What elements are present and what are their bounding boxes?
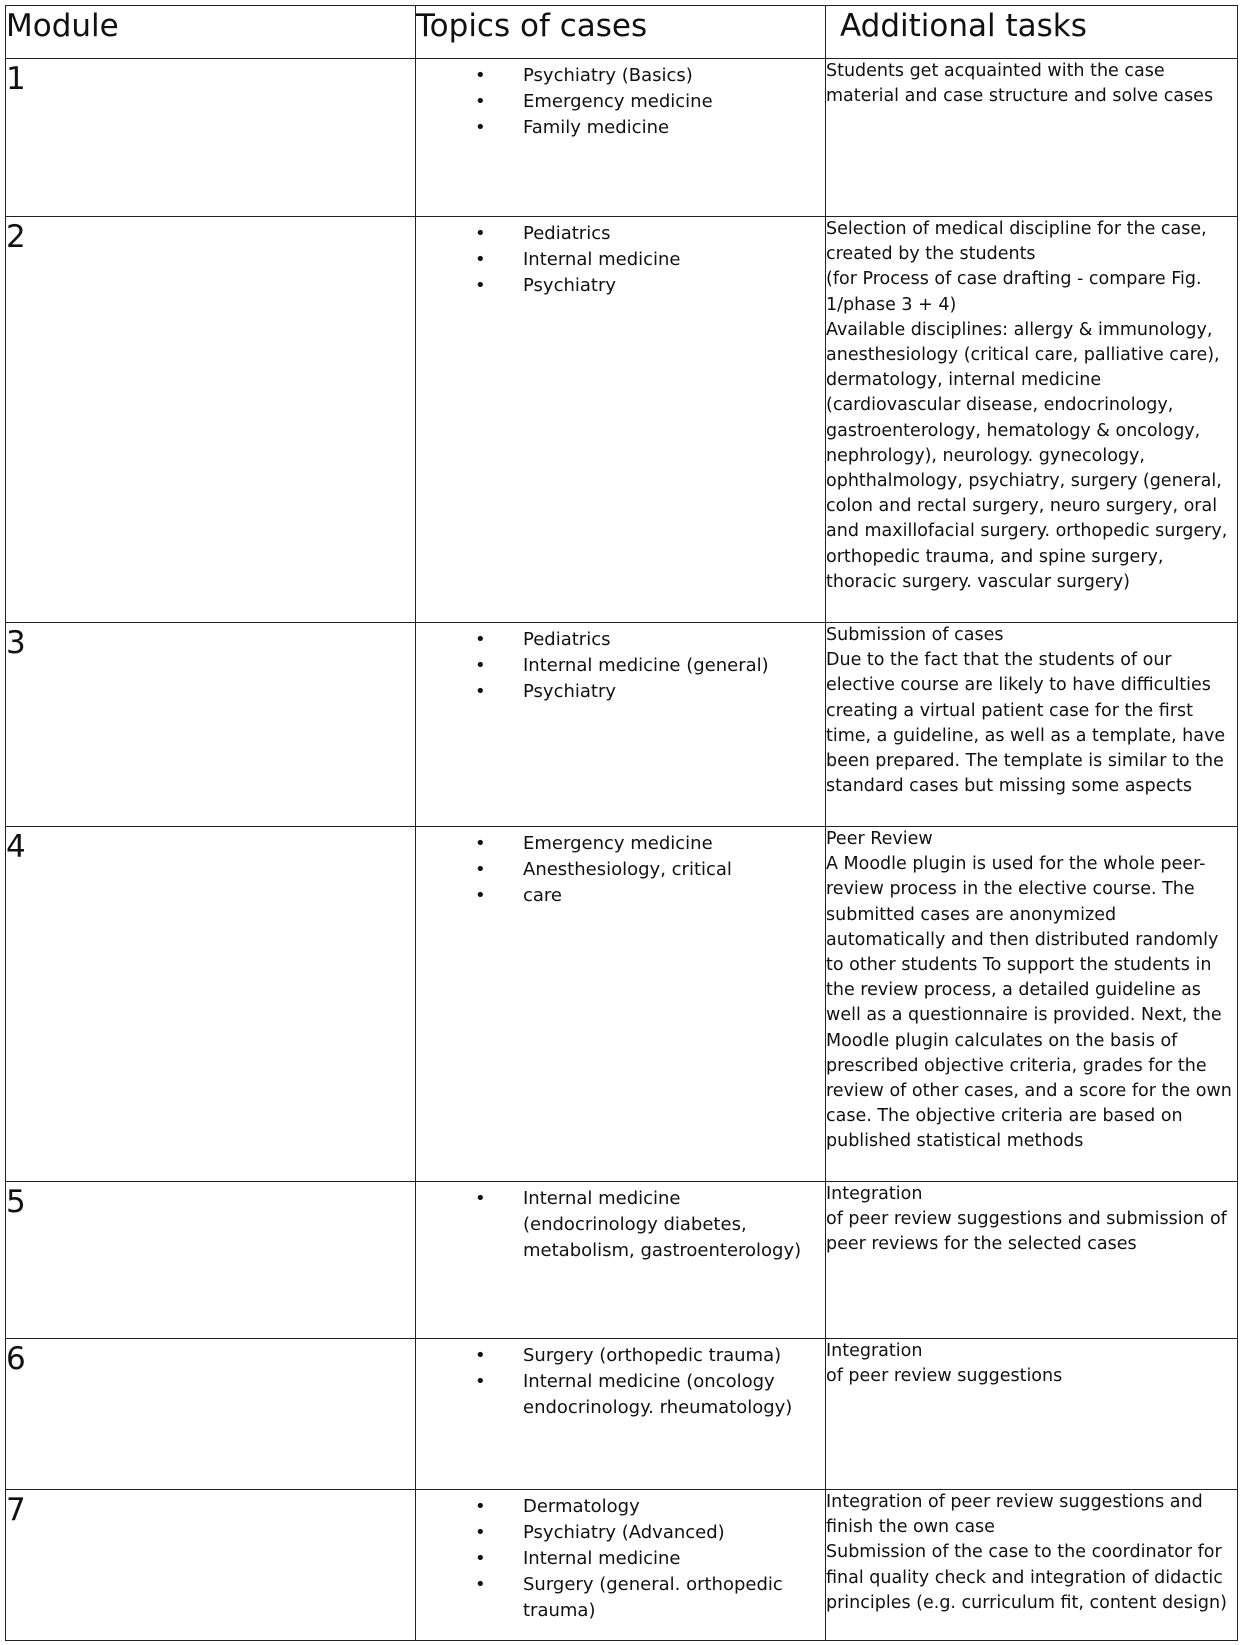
module-number: 7 xyxy=(6,1490,416,1641)
topic-text: care xyxy=(523,885,563,906)
topic-text: Internal medicine (oncology endocrinology. rheumatology) xyxy=(523,1371,793,1418)
task-text: Submission of cases xyxy=(826,625,1004,645)
topic-item xyxy=(416,1572,825,1624)
topic-item xyxy=(416,1520,825,1546)
topic-item xyxy=(416,221,825,247)
bullet-icon: • xyxy=(475,65,486,86)
task-text: Selection of medical discipline for the case, created by the students xyxy=(826,219,1207,265)
bullet-icon: • xyxy=(475,681,486,702)
task-text: of peer review suggestions and submission of peer reviews for the selected cases xyxy=(826,1209,1227,1255)
topics-list xyxy=(416,1182,825,1264)
bullet-icon: • xyxy=(475,1574,486,1595)
tasks-cell xyxy=(826,1182,1238,1339)
table-row xyxy=(6,1339,1238,1490)
module-number: 2 xyxy=(6,217,416,623)
bullet-icon: • xyxy=(475,117,486,138)
topic-item xyxy=(416,857,825,883)
bullet-icon: • xyxy=(475,91,486,112)
topic-text: Psychiatry (Advanced) xyxy=(523,1522,725,1543)
topics-list xyxy=(416,59,825,141)
topic-text: Surgery (general. orthopedic trauma) xyxy=(523,1574,783,1621)
tasks-cell xyxy=(826,623,1238,827)
bullet-icon: • xyxy=(475,629,486,650)
topic-text: Anesthesiology, critical xyxy=(523,859,732,880)
tasks-cell xyxy=(826,827,1238,1182)
header-topics: Topics of cases xyxy=(416,6,826,59)
topic-text: Pediatrics xyxy=(523,223,611,244)
task-text: Students get acquainted with the case material and case structure and solve cases xyxy=(826,61,1214,107)
bullet-icon: • xyxy=(475,223,486,244)
topic-item xyxy=(416,883,825,909)
topics-cell xyxy=(416,623,826,827)
task-text: Integration xyxy=(826,1184,923,1204)
header-tasks: Additional tasks xyxy=(826,6,1238,59)
tasks-cell xyxy=(826,1490,1238,1641)
module-number: 3 xyxy=(6,623,416,827)
table-row xyxy=(6,827,1238,1182)
topic-item xyxy=(416,247,825,273)
topic-text: Dermatology xyxy=(523,1496,640,1517)
header-module: Module xyxy=(6,6,416,59)
topics-list xyxy=(416,1490,825,1624)
tasks-cell xyxy=(826,1339,1238,1490)
header-row xyxy=(6,6,1238,59)
module-number: 4 xyxy=(6,827,416,1182)
table-body xyxy=(6,59,1238,1641)
topic-text: Psychiatry xyxy=(523,681,617,702)
bullet-icon: • xyxy=(475,1188,486,1209)
module-number: 6 xyxy=(6,1339,416,1490)
table-row xyxy=(6,1182,1238,1339)
topic-text: Internal medicine (endocrinology diabetes, metabolism, gastroenterology) xyxy=(523,1188,802,1261)
topic-item xyxy=(416,831,825,857)
topics-list xyxy=(416,623,825,705)
topic-text: Psychiatry xyxy=(523,275,617,296)
task-text: Due to the fact that the students of our elective course are likely to have difficulties creating a virtual patient case for the first time, a guideline, as well as a template, have been prepared. The template is similar to the standard cases but missing some aspects xyxy=(826,650,1226,797)
topic-text: Internal medicine xyxy=(523,1548,681,1569)
topic-item xyxy=(416,89,825,115)
task-text: Available disciplines: allergy & immunology, anesthesiology (critical care, palliative care), dermatology, internal medicine (cardiovascular disease, endocrinology, gastroenterology, hematology & oncology, nephrology), neurology. gynecology, ophthalmology, psychiatry, surgery (general, colon and rectal surgery, neuro surgery, oral and maxillofacial surgery. orthopedic surgery, orthopedic trauma, and spine surgery, thoracic surgery. vascular surgery) xyxy=(826,319,1228,592)
tasks-cell xyxy=(826,59,1238,217)
topics-list xyxy=(416,217,825,299)
topic-item xyxy=(416,1494,825,1520)
topics-cell xyxy=(416,1490,826,1641)
topic-text: Emergency medicine xyxy=(523,833,713,854)
bullet-icon: • xyxy=(475,1345,486,1366)
bullet-icon: • xyxy=(475,249,486,270)
table-row xyxy=(6,217,1238,623)
bullet-icon: • xyxy=(475,275,486,296)
topic-item xyxy=(416,63,825,89)
task-text: Submission of the case to the coordinator for final quality check and integration of didactic principles (e.g. curriculum fit, content design) xyxy=(826,1542,1227,1613)
topic-item xyxy=(416,679,825,705)
task-text: Peer Review xyxy=(826,829,933,849)
topics-cell xyxy=(416,59,826,217)
table-row xyxy=(6,59,1238,217)
topic-item xyxy=(416,627,825,653)
task-text: of peer review suggestions xyxy=(826,1366,1063,1387)
topic-text: Psychiatry (Basics) xyxy=(523,65,693,86)
topic-text: Internal medicine (general) xyxy=(523,655,769,676)
topic-item xyxy=(416,115,825,141)
topic-item xyxy=(416,273,825,299)
topic-item xyxy=(416,1343,825,1369)
task-text: Integration of peer review suggestions and finish the own case xyxy=(826,1492,1203,1538)
task-text: (for Process of case drafting - compare Fig. 1/phase 3 + 4) xyxy=(826,269,1202,315)
topic-item xyxy=(416,653,825,679)
topics-list xyxy=(416,827,825,909)
bullet-icon: • xyxy=(475,859,486,880)
tasks-cell xyxy=(826,217,1238,623)
topic-item xyxy=(416,1186,825,1264)
bullet-icon: • xyxy=(475,1496,486,1517)
topics-cell xyxy=(416,1182,826,1339)
task-text: A Moodle plugin is used for the whole peer-review process in the elective course. The submitted cases are anonymized automatically and then distributed randomly to other students To support the students in the review process, a detailed guideline as well as a questionnaire is provided. Next, the Moodle plugin calculates on the basis of prescribed objective criteria, grades for the review of other cases, and a score for the own case. The objective criteria are based on published statistical methods xyxy=(826,854,1232,1152)
module-number: 1 xyxy=(6,59,416,217)
topic-text: Pediatrics xyxy=(523,629,611,650)
topics-list xyxy=(416,1339,825,1421)
topic-item xyxy=(416,1369,825,1421)
table-row xyxy=(6,1490,1238,1641)
bullet-icon: • xyxy=(475,833,486,854)
table-row xyxy=(6,623,1238,827)
topic-text: Internal medicine xyxy=(523,249,681,270)
topics-cell xyxy=(416,217,826,623)
bullet-icon: • xyxy=(475,655,486,676)
topics-cell xyxy=(416,827,826,1182)
topic-text: Family medicine xyxy=(523,117,670,138)
bullet-icon: • xyxy=(475,885,486,906)
bullet-icon: • xyxy=(475,1371,486,1392)
modules-table xyxy=(5,5,1238,1641)
topic-text: Emergency medicine xyxy=(523,91,713,112)
topic-item xyxy=(416,1546,825,1572)
topic-text: Surgery (orthopedic trauma) xyxy=(523,1345,782,1366)
topics-cell xyxy=(416,1339,826,1490)
bullet-icon: • xyxy=(475,1522,486,1543)
module-number: 5 xyxy=(6,1182,416,1339)
task-text: Integration xyxy=(826,1341,923,1361)
bullet-icon: • xyxy=(475,1548,486,1569)
